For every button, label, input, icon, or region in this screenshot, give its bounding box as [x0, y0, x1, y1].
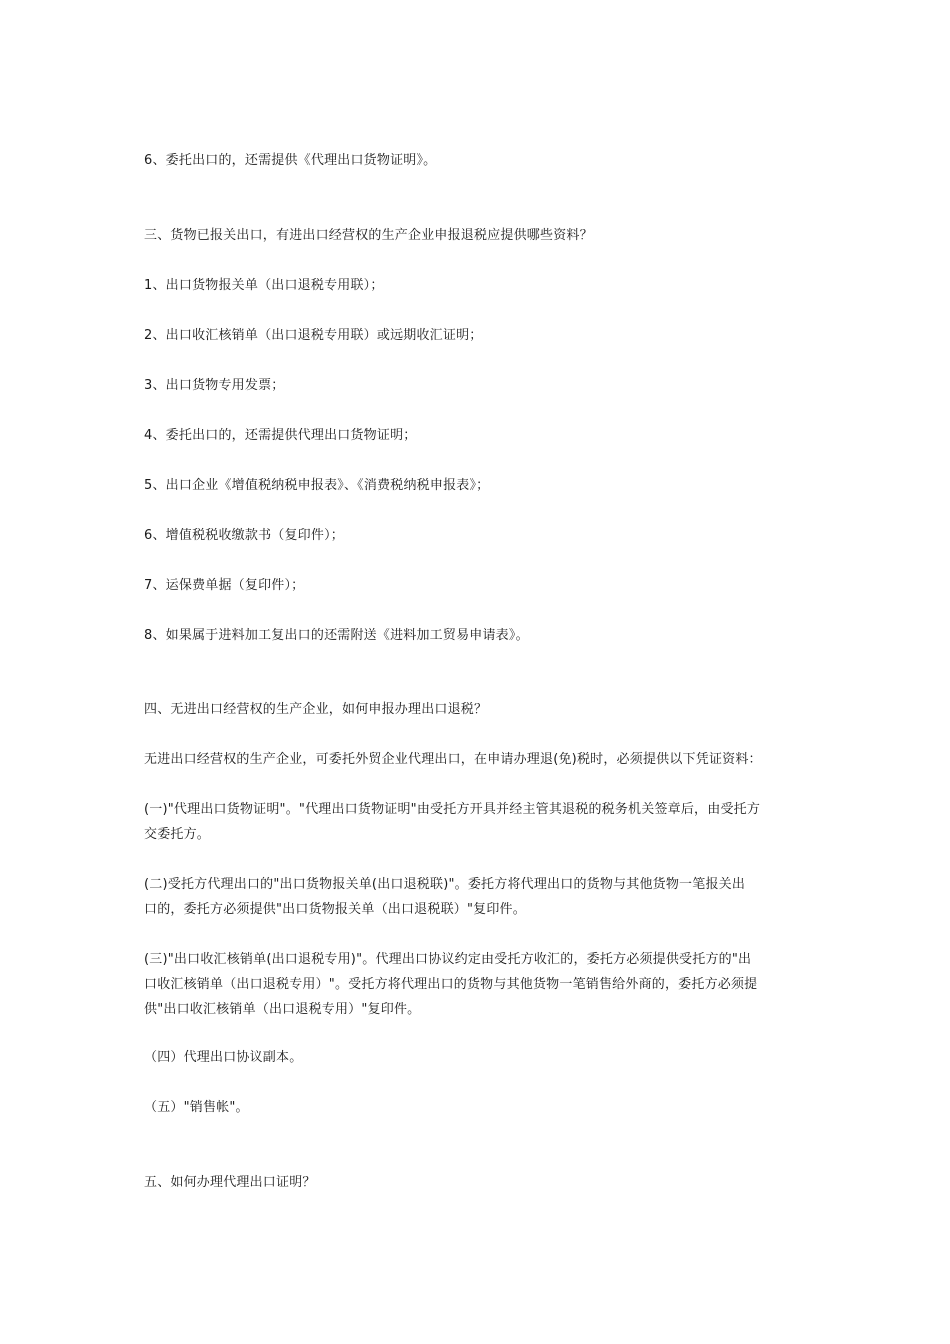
- text-line: （五）"销售帐"。: [144, 1100, 249, 1115]
- list-item: 7、运保费单据（复印件）；: [144, 578, 305, 593]
- section-heading: 三、货物已报关出口，有进出口经营权的生产企业申报退税应提供哪些资料？: [144, 228, 593, 243]
- section-heading: 五、如何办理代理出口证明？: [144, 1175, 316, 1190]
- paragraph-row: (二)受托方代理出口的"出口货物报关单(出口退税联)"。委托方将代理出口的货物与其他货物一笔报关出: [144, 877, 746, 892]
- text-line: 6、委托出口的，还需提供《代理出口货物证明》。: [144, 153, 437, 168]
- text-line: （四）代理出口协议副本。: [144, 1050, 303, 1065]
- list-item: 6、增值税税收缴款书（复印件）；: [144, 528, 344, 543]
- paragraph: [144, 797, 812, 847]
- paragraph-row: (一)"代理出口货物证明"。"代理出口货物证明"由受托方开具并经主管其退税的税务机关签章后，由受托方: [144, 802, 761, 817]
- paragraph-row: 供"出口收汇核销单（出口退税专用）"复印件。: [144, 1002, 421, 1017]
- list-item: 2、出口收汇核销单（出口退税专用联）或远期收汇证明；: [144, 328, 483, 343]
- paragraph: [144, 872, 812, 922]
- list-item: 4、委托出口的，还需提供代理出口货物证明；: [144, 428, 417, 443]
- paragraph-row: 口收汇核销单（出口退税专用）"。受托方将代理出口的货物与其他货物一笔销售给外商的，委托方必须提: [144, 977, 758, 992]
- list-item: 1、出口货物报关单（出口退税专用联）；: [144, 278, 384, 293]
- list-item: 3、出口货物专用发票；: [144, 378, 285, 393]
- text-line: 无进出口经营权的生产企业，可委托外贸企业代理出口，在申请办理退(免)税时，必须提供以下凭证资料：: [144, 752, 762, 767]
- paragraph-row: 口的，委托方必须提供"出口货物报关单（出口退税联）"复印件。: [144, 902, 526, 917]
- paragraph-row: (三)"出口收汇核销单(出口退税专用)"。代理出口协议约定由受托方收汇的，委托方必须提供受托方的"出: [144, 952, 752, 967]
- list-item: 5、出口企业《增值税纳税申报表》、《消费税纳税申报表》；: [144, 478, 490, 493]
- list-item: 8、如果属于进料加工复出口的还需附送《进料加工贸易申请表》。: [144, 628, 529, 643]
- paragraph: [144, 947, 812, 1022]
- paragraph-row: 交委托方。: [144, 827, 211, 842]
- section-heading: 四、无进出口经营权的生产企业，如何申报办理出口退税？: [144, 702, 488, 717]
